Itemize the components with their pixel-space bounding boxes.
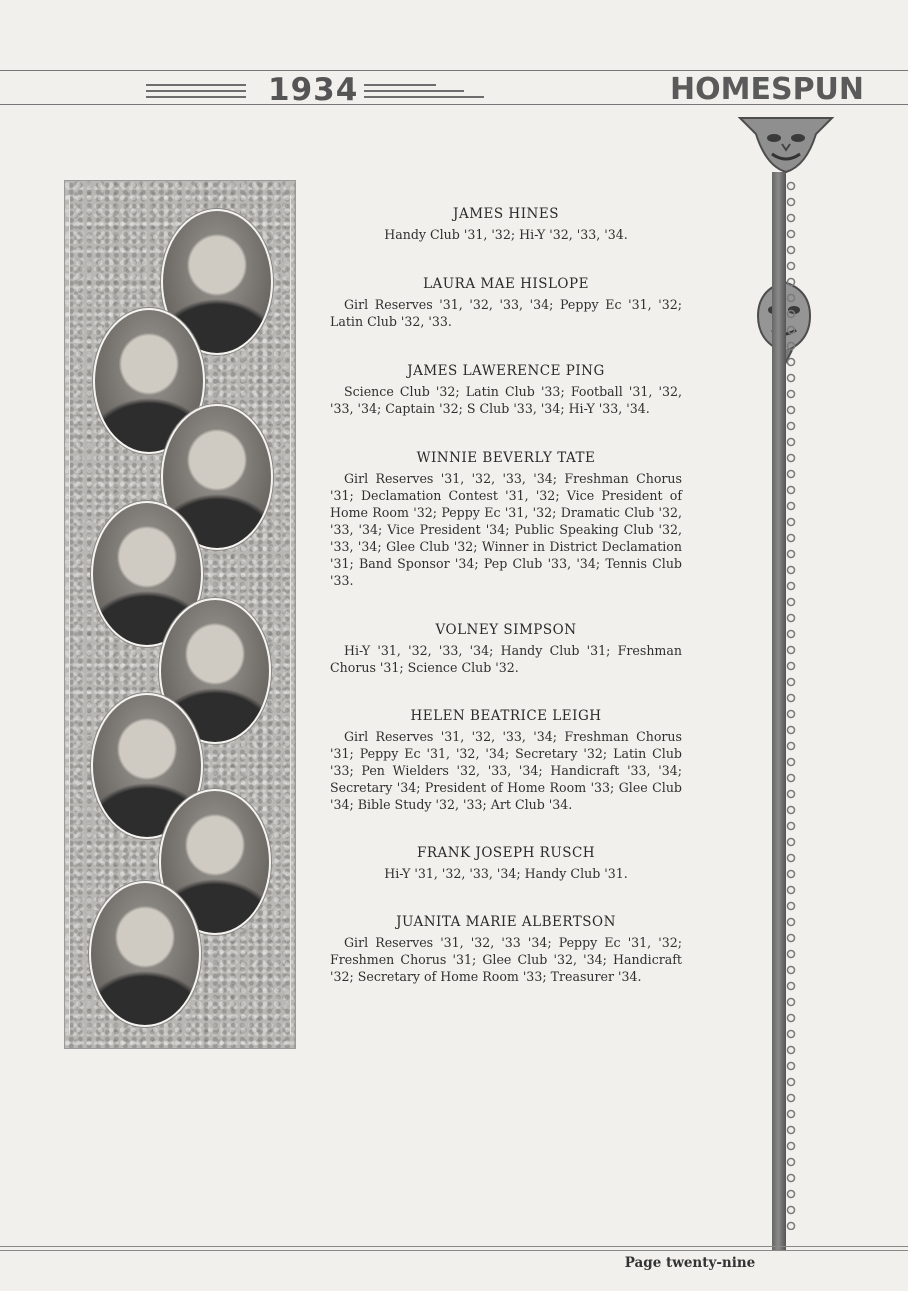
header-title: HOMESPUN: [670, 72, 865, 107]
senior-name: VOLNEY SIMPSON: [435, 622, 577, 638]
header-deco-line: [364, 90, 464, 92]
header-deco-line: [146, 90, 246, 92]
theater-mask-ornament: [736, 114, 836, 176]
senior-name: HELEN BEATRICE LEIGH: [410, 708, 602, 724]
senior-activities: Science Club '32; Latin Club '33; Football '31, '32, '33, '34; Captain '32; S Club '33, '34; Hi-Y '33, '34.: [330, 384, 682, 416]
header-deco-line: [364, 96, 484, 98]
senior-name: FRANK JOSEPH RUSCH: [416, 845, 596, 861]
senior-activities: Handy Club '31, '32; Hi-Y '32, '33, '34.: [384, 227, 628, 242]
senior-entry: [330, 450, 682, 589]
decorative-bead-chain: [786, 180, 798, 1230]
senior-name: LAURA MAE HISLOPE: [423, 276, 589, 292]
senior-entry: [330, 845, 682, 882]
senior-entry: [330, 363, 682, 417]
senior-activities: Girl Reserves '31, '32, '33, '34; Freshman Chorus '31; Declamation Contest '31, '32; Vice President of Home Room '32; Peppy Ec '31, '32; Dramatic Club '32, '33, '34; Vice President '34; Public Speaking Club '32, '33, '34; Glee Club '32; Winner in District Declamation '31; Band Sponsor '34; Pep Club '33, '34; Tennis Club '33.: [330, 471, 682, 588]
decorative-column: [772, 172, 786, 1250]
senior-activities: Hi-Y '31, '32, '33, '34; Handy Club '31.: [384, 866, 628, 881]
senior-entry: [330, 622, 682, 676]
senior-activities: Girl Reserves '31, '32, '33, '34; Freshman Chorus '31; Peppy Ec '31, '32, '34; Secretary '32; Latin Club '33; Pen Wielders '32, '33, '34; Handicraft '33, '34; Secretary '34; President of Home Room '33; Glee Club '34; Bible Study '32, '33; Art Club '34.: [330, 729, 682, 812]
portrait-panel: [64, 180, 296, 1049]
header-deco-line: [146, 84, 246, 86]
portrait-photo: [89, 881, 201, 1027]
senior-activities: Hi-Y '31, '32, '33, '34; Handy Club '31; Freshman Chorus '31; Science Club '32.: [330, 643, 682, 675]
header-year: 1934: [268, 72, 359, 108]
header-deco-line: [146, 96, 246, 98]
senior-name: WINNIE BEVERLY TATE: [416, 450, 596, 466]
senior-entry: [330, 708, 682, 813]
page-number: Page twenty-nine: [624, 1255, 756, 1271]
senior-name: JAMES LAWERENCE PING: [407, 363, 605, 379]
header-deco-line: [364, 84, 436, 86]
header-top-rule: [0, 70, 908, 71]
senior-name: JUANITA MARIE ALBERTSON: [396, 914, 616, 930]
senior-entry: [330, 914, 682, 985]
footer-rule: [0, 1246, 908, 1247]
senior-activities: Girl Reserves '31, '32, '33, '34; Peppy Ec '31, '32; Latin Club '32, '33.: [330, 297, 682, 329]
senior-activities: Girl Reserves '31, '32, '33 '34; Peppy Ec '31, '32; Freshmen Chorus '31; Glee Club '32, '34; Handicraft '32; Secretary of Home Room '33; Treasurer '34.: [330, 935, 682, 984]
senior-entry: [330, 276, 682, 330]
footer-rule: [0, 1250, 908, 1251]
senior-name: JAMES HINES: [453, 206, 559, 222]
senior-entry: [330, 206, 682, 243]
